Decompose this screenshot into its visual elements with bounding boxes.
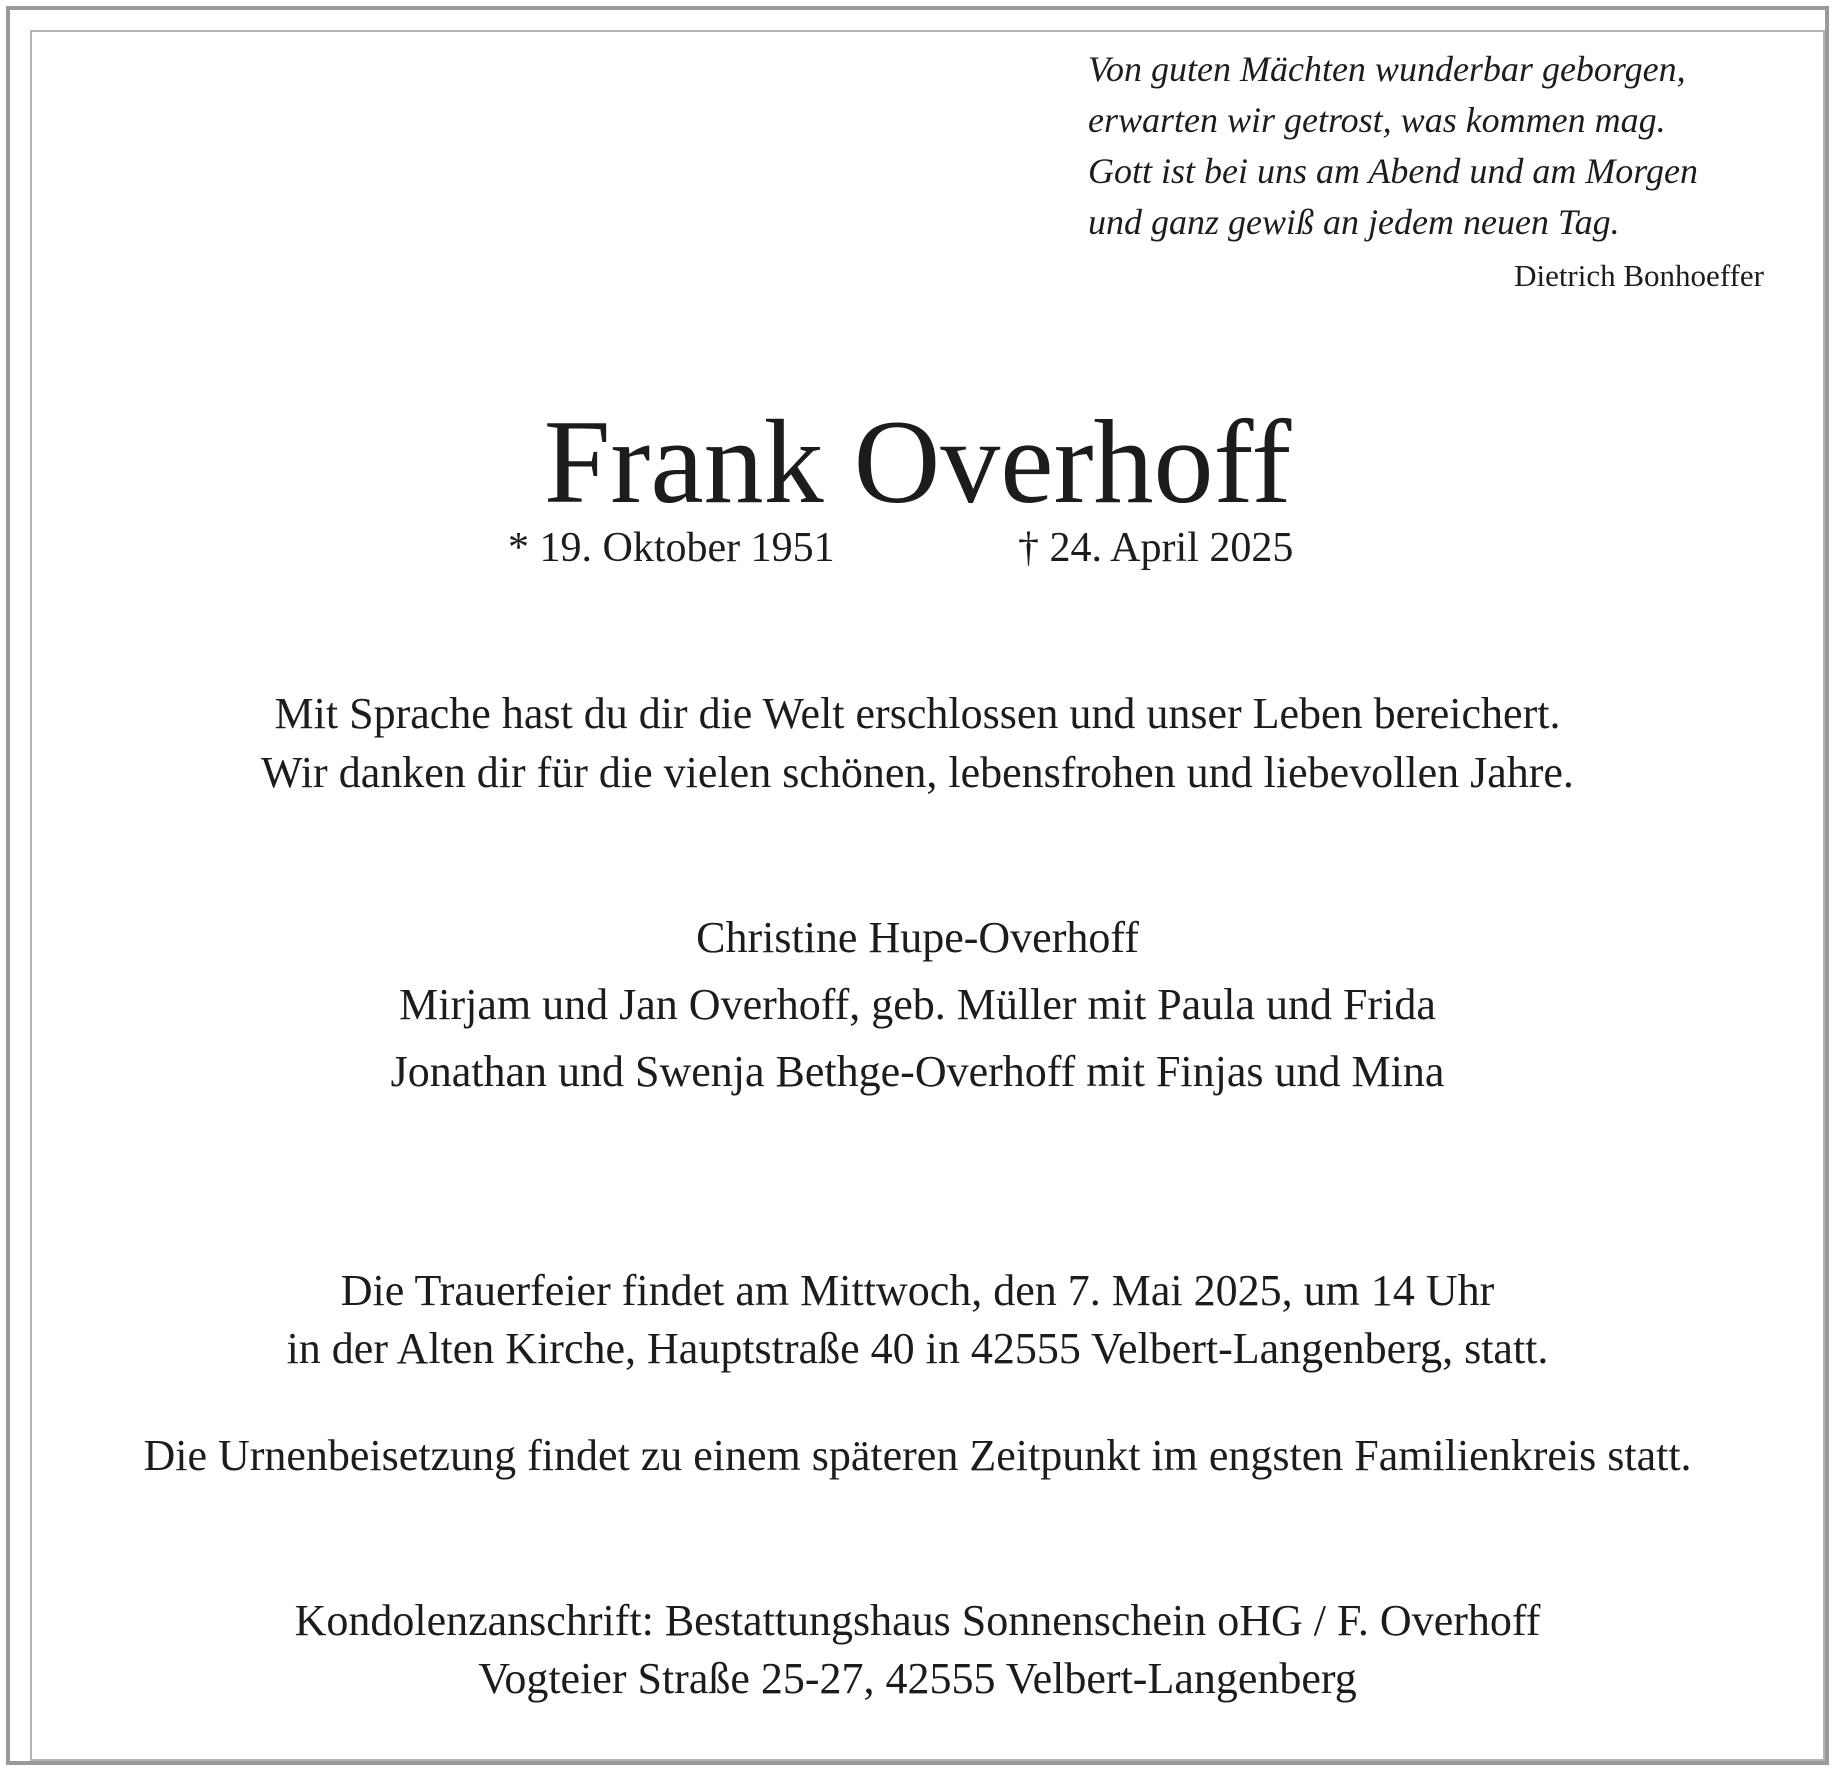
- quote-line: Von guten Mächten wunderbar geborgen,: [1088, 49, 1686, 89]
- mourners-list: [0, 904, 1835, 1105]
- condolence-line: Vogteier Straße 25-27, 42555 Velbert-Langenberg: [478, 1654, 1357, 1703]
- condolence-line: Kondolenzanschrift: Bestattungshaus Sonnenschein oHG / F. Overhoff: [294, 1596, 1541, 1645]
- urn-burial-info: [0, 1427, 1835, 1485]
- tribute-text: [0, 684, 1835, 802]
- tribute-line: Wir danken dir für die vielen schönen, lebensfrohen und liebevollen Jahre.: [261, 748, 1574, 797]
- tribute-line: Mit Sprache hast du dir die Welt erschlossen und unser Leben bereichert.: [274, 689, 1561, 738]
- mourner-line: Mirjam und Jan Overhoff, geb. Müller mit Paula und Frida: [399, 980, 1436, 1029]
- mourner-line: Jonathan und Swenja Bethge-Overhoff mit Finjas und Mina: [390, 1047, 1445, 1096]
- quote-line: und ganz gewiß an jedem neuen Tag.: [1088, 202, 1620, 242]
- mourner-line: Christine Hupe-Overhoff: [696, 913, 1139, 962]
- birth-date: * 19. Oktober 1951: [508, 525, 835, 571]
- urn-burial-line: Die Urnenbeisetzung findet zu einem späteren Zeitpunkt im engsten Familienkreis statt.: [143, 1431, 1692, 1480]
- bonhoeffer-quote: [1088, 44, 1764, 248]
- service-line: in der Alten Kirche, Hauptstraße 40 in 42555 Velbert-Langenberg, statt.: [286, 1324, 1549, 1373]
- death-date: † 24. April 2025: [1018, 525, 1294, 571]
- service-line: Die Trauerfeier findet am Mittwoch, den 7. Mai 2025, um 14 Uhr: [340, 1266, 1495, 1315]
- quote-author: Dietrich Bonhoeffer: [1514, 258, 1764, 293]
- deceased-name: Frank Overhoff: [543, 395, 1292, 528]
- quote-line: Gott ist bei uns am Abend und am Morgen: [1088, 151, 1698, 191]
- quote-line: erwarten wir getrost, was kommen mag.: [1088, 100, 1666, 140]
- condolence-address: [0, 1592, 1835, 1708]
- funeral-service-info: [0, 1262, 1835, 1378]
